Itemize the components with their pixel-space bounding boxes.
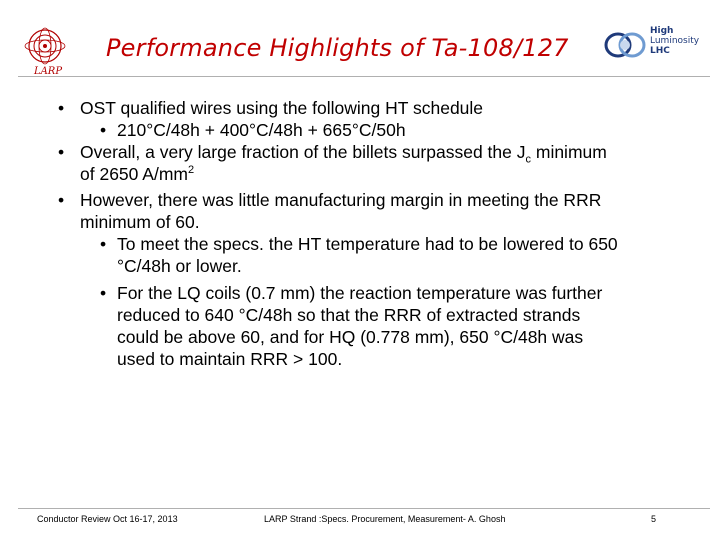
footer-center: LARP Strand :Specs. Procurement, Measurement- A. Ghosh bbox=[264, 514, 506, 524]
bullet-marker: • bbox=[58, 190, 65, 210]
sub-bullet-item bbox=[0, 282, 620, 370]
page-number: 5 bbox=[651, 514, 657, 524]
footer-left: Conductor Review Oct 16-17, 2013 bbox=[37, 514, 178, 524]
hilumi-line2: Luminosity bbox=[650, 36, 700, 46]
bullet-marker: • bbox=[100, 234, 107, 254]
hilumi-line1: High bbox=[650, 26, 674, 36]
sub-bullet-item bbox=[0, 233, 620, 277]
bullet-text: However, there was little manufacturing margin in meeting the RRR minimum of 60. bbox=[80, 190, 602, 232]
bullet-item bbox=[0, 141, 620, 185]
bullet-text: For the LQ coils (0.7 mm) the reaction temperature was further reduced to 640 °C/48h so that the RRR of extracted strands could be above 60, and for HQ (0.778 mm), 650 °C/48h was used to maintain RRR > 100. bbox=[117, 283, 603, 369]
bullet-item bbox=[0, 189, 620, 233]
hilumi-logo-text bbox=[650, 26, 699, 56]
slide-title: Performance Highlights of Ta-108/127 bbox=[106, 34, 569, 62]
larp-logo-text: LARP bbox=[33, 66, 63, 77]
hilumi-rings-icon bbox=[604, 28, 650, 62]
hilumi-logo bbox=[604, 24, 716, 70]
bullet-text-part: Overall, a very large fraction of the billets surpassed the J bbox=[80, 142, 526, 162]
bullet-text: 210°C/48h + 400°C/48h + 665°C/50h bbox=[117, 120, 406, 140]
bullet-text bbox=[80, 142, 607, 184]
hilumi-line3: LHC bbox=[650, 46, 670, 56]
bullet-marker: • bbox=[100, 283, 107, 303]
larp-emblem-icon bbox=[22, 26, 68, 70]
bullet-text-part: minimum of 2650 A/mm bbox=[80, 142, 607, 184]
bullet-marker: • bbox=[58, 142, 65, 162]
slide-body bbox=[0, 97, 720, 370]
bullet-text: To meet the specs. the HT temperature had to be lowered to 650 °C/48h or lower. bbox=[117, 234, 618, 276]
superscript-2: 2 bbox=[187, 164, 195, 177]
sub-bullet-item bbox=[0, 119, 620, 141]
bullet-marker: • bbox=[58, 98, 65, 118]
bullet-item bbox=[0, 97, 620, 119]
footer-divider bbox=[18, 508, 710, 509]
title-divider bbox=[18, 76, 710, 77]
subscript-c: c bbox=[525, 153, 531, 166]
bullet-text: OST qualified wires using the following HT schedule bbox=[80, 98, 484, 118]
bullet-marker: • bbox=[100, 120, 107, 140]
